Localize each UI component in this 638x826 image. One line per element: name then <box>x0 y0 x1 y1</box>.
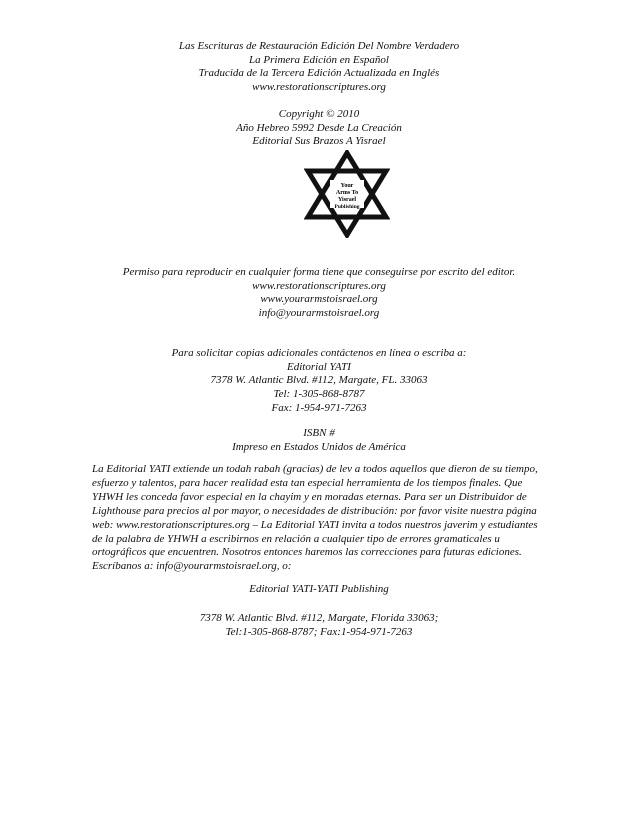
request-block <box>0 347 638 416</box>
copyright-line: Copyright © 2010 <box>278 108 360 120</box>
permission-link-1: www.restorationscriptures.org <box>252 279 386 292</box>
paragraph-line: ortográficos que encuentren. Nosotros entonces haremos las correcciones para futuras ediciones. <box>92 546 522 559</box>
paragraph-line: YHWH les conceda favor especial en la chayim y en moradas eternas. Para ser un Distribuidor de <box>92 490 527 503</box>
contact-line: Tel:1-305-868-8787; Fax:1-954-971-7263 <box>225 625 413 638</box>
publisher-block <box>0 583 638 597</box>
title-block <box>0 40 638 95</box>
request-address: 7378 W. Atlantic Blvd. #112, Margate, FL. 33063 <box>210 374 428 387</box>
logo-text-yisrael: Yisrael <box>337 197 357 203</box>
star-of-david-icon <box>304 150 390 238</box>
logo-text-arms-to: Arms To <box>335 190 359 196</box>
publisher-name-line: Editorial Sus Brazos A Yisrael <box>252 135 386 148</box>
permission-block <box>0 266 638 321</box>
edition-line: La Primera Edición en Español <box>249 53 389 66</box>
address-line: 7378 W. Atlantic Blvd. #112, Margate, Florida 33063; <box>199 612 439 624</box>
permission-notice: Permiso para reproducir en cualquier forma tiene que conseguirse por escrito del editor. <box>122 266 516 278</box>
paragraph-line: web: www.restorationscriptures.org – La Editorial YATI invita a todos nuestros javerim y estudiantes <box>92 518 538 531</box>
paragraph-line: Lighthouse para precios al por mayor, o necesidades de distribución: por favor visite nuestra página <box>92 504 537 517</box>
acknowledgement-paragraph <box>92 463 572 574</box>
request-phone: Tel: 1-305-868-8787 <box>273 388 365 401</box>
publisher-line: Editorial YATI-YATI Publishing <box>249 583 389 595</box>
website-line: www.restorationscriptures.org <box>252 81 386 94</box>
copyright-block <box>0 108 638 149</box>
paragraph-line: Escríbanos a: info@yourarmstoisrael.org, o: <box>92 560 292 573</box>
isbn-block <box>0 427 638 454</box>
book-title: Las Escrituras de Restauración Edición Del Nombre Verdadero <box>178 40 460 52</box>
address-block <box>0 612 638 639</box>
paragraph-line: La Editorial YATI extiende un todah rabah (gracias) de lev a todos aquellos que dieron de su tiempo, <box>92 463 538 475</box>
request-intro: Para solicitar copias adicionales contáctenos en línea o escriba a: <box>171 347 467 359</box>
paragraph-line: de la palabra de YHWH a escribirnos en relación a cualquier tipo de errores gramaticales u <box>92 532 500 545</box>
paragraph-line: esfuerzo y talentos, para hacer realidad esta tan especial herramienta de los tiempos finales. Que <box>92 476 523 489</box>
permission-link-2: www.yourarmstoisrael.org <box>260 293 378 306</box>
permission-email: info@yourarmstoisrael.org <box>258 307 380 320</box>
logo-text-publishing: Publishing <box>334 204 360 210</box>
request-fax: Fax: 1-954-971-7263 <box>271 401 367 414</box>
translation-line: Traducida de la Tercera Edición Actualizada en Inglés <box>198 67 440 80</box>
printed-in-line: Impreso en Estados Unidos de América <box>232 440 406 453</box>
request-publisher: Editorial YATI <box>287 360 351 373</box>
logo-text-your: Your <box>340 183 354 189</box>
hebrew-year-line: Año Hebreo 5992 Desde La Creación <box>236 121 402 134</box>
isbn-line: ISBN # <box>303 427 335 439</box>
